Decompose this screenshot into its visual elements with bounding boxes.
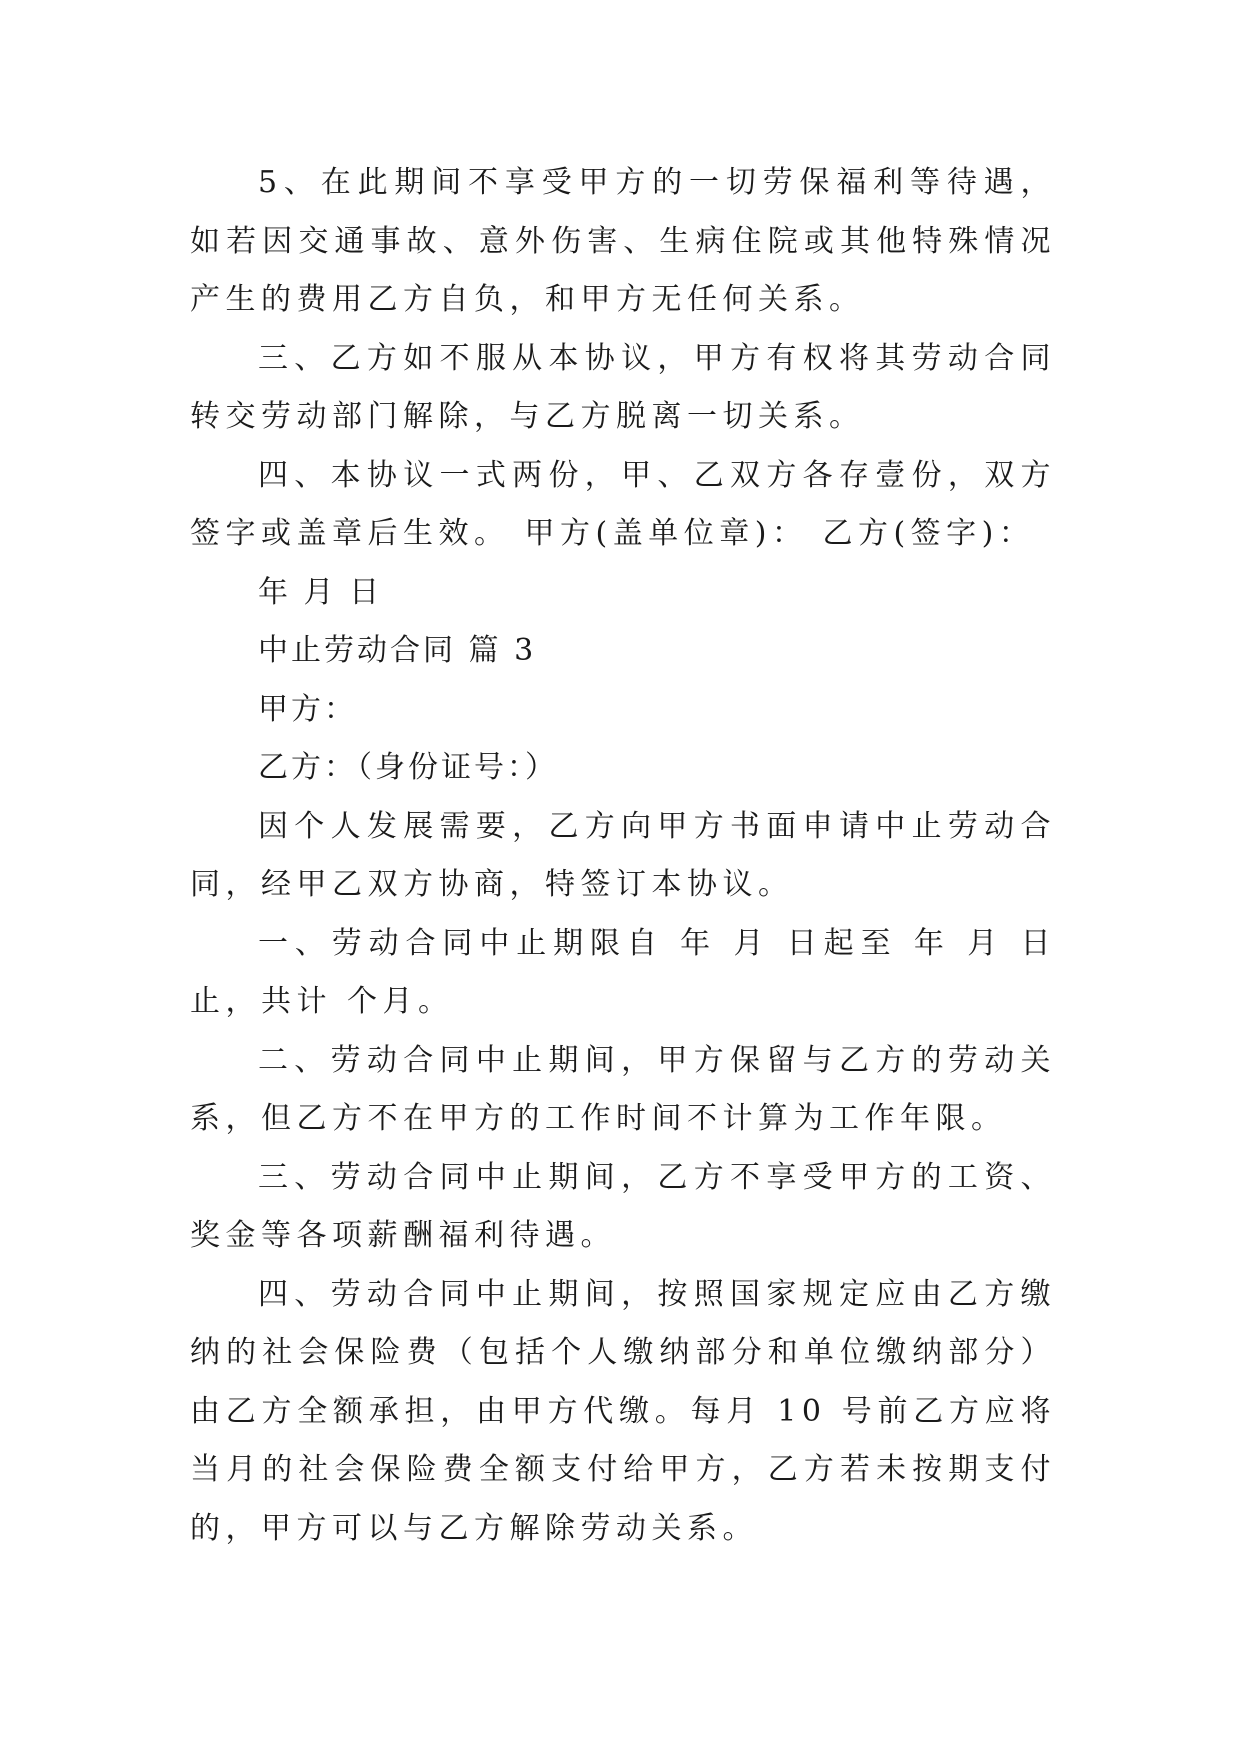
paragraph-preamble: 因个人发展需要，乙方向甲方书面申请中止劳动合同，经甲乙双方协商，特签订本协议。	[190, 808, 1056, 902]
paragraph-clause-four-signatures: 四、本协议一式两份，甲、乙双方各存壹份，双方签字或盖章后生效。 甲方(盖单位章)： 乙方(签字)：	[190, 457, 1056, 551]
party-a-line: 甲方：	[258, 691, 357, 727]
section-heading: 中止劳动合同 篇 3	[258, 633, 537, 668]
paragraph-clause-5: 5、在此期间不享受甲方的一切劳保福利等待遇，如若因交通事故、意外伤害、生病住院或其他特殊情况产生的费用乙方自负，和甲方无任何关系。	[190, 165, 1056, 317]
date-line: 年 月 日	[258, 574, 383, 610]
paragraph-article-one: 一、劳动合同中止期限自 年 月 日起至 年 月 日止，共计 个月。	[190, 925, 1056, 1019]
document-body	[190, 154, 1056, 1558]
paragraph-article-two: 二、劳动合同中止期间，甲方保留与乙方的劳动关系，但乙方不在甲方的工作时间不计算为工作年限。	[190, 1042, 1056, 1136]
party-b-line: 乙方：（身份证号：）	[258, 750, 558, 785]
paragraph-article-four: 四、劳动合同中止期间，按照国家规定应由乙方缴纳的社会保险费（包括个人缴纳部分和单位缴纳部分）由乙方全额承担，由甲方代缴。每月 10 号前乙方应将当月的社会保险费全额支付给甲方，乙方若未按期支付的，甲方可以与乙方解除劳动关系。	[190, 1276, 1056, 1546]
paragraph-article-three: 三、劳动合同中止期间，乙方不享受甲方的工资、奖金等各项薪酬福利待遇。	[190, 1159, 1056, 1253]
paragraph-clause-three: 三、乙方如不服从本协议，甲方有权将其劳动合同转交劳动部门解除，与乙方脱离一切关系。	[190, 340, 1056, 434]
